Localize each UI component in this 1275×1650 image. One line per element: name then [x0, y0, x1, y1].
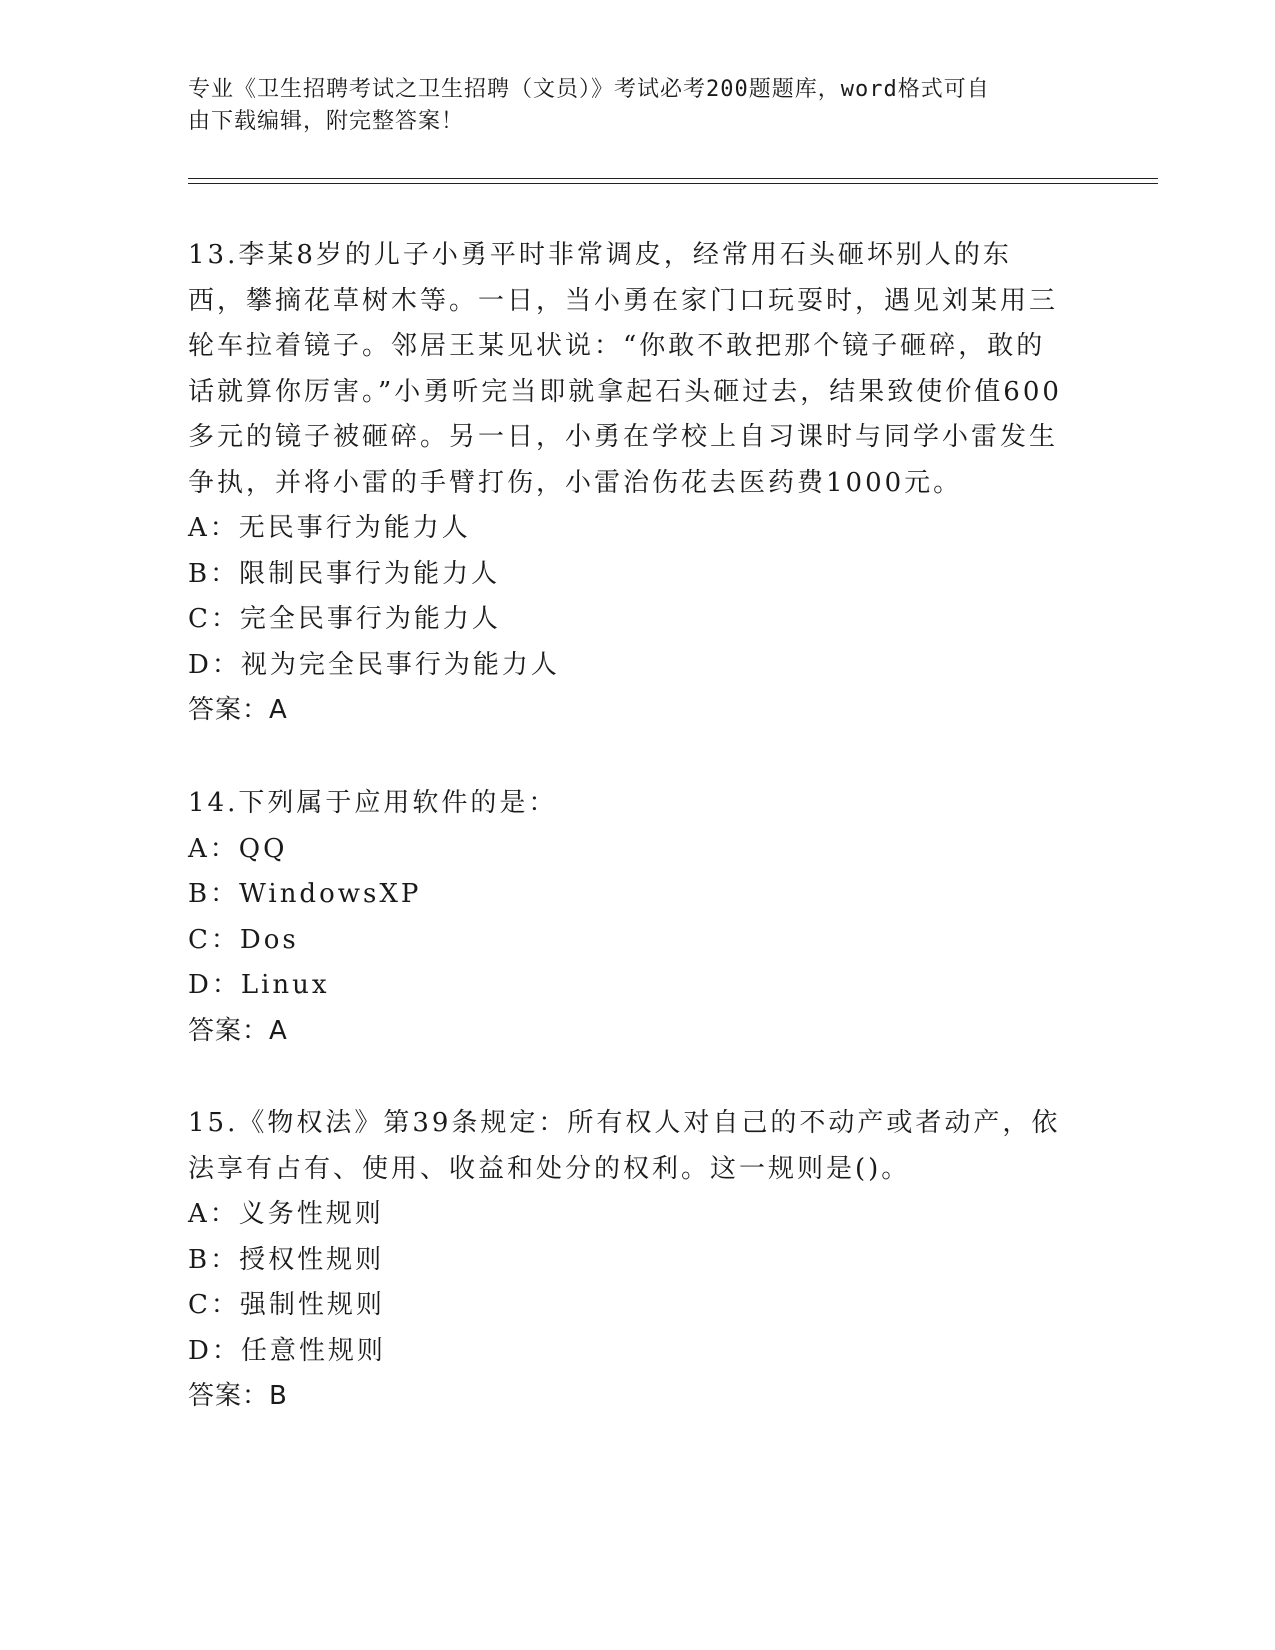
question-15 [188, 1101, 1068, 1420]
header-line-1: 专业《卫生招聘考试之卫生招聘（文员）》考试必考200题题库，word格式可自 [188, 77, 990, 102]
option-d: D：视为完全民事行为能力人 [188, 649, 560, 680]
question-stem: 13.李某8岁的儿子小勇平时非常调皮，经常用石头砸坏别人的东西，攀摘花草树木等。一日，当小勇在家门口玩耍时，遇见刘某用三轮车拉着镜子。邻居王某见状说：“你敢不敢把那个镜子砸碎，敢的话就算你厉害。”小勇听完当即就拿起石头砸过去，结果致使价值600多元的镜子被砸碎。另一日，小勇在学校上自习课时与同学小雷发生争执，并将小雷的手臂打伤，小雷治伤花去医药费1000元。 [188, 240, 1062, 498]
option-b: B：WindowsXP [188, 879, 422, 909]
option-d: D：Linux [188, 970, 330, 1000]
header-line-2: 由下载编辑，附完整答案！ [188, 109, 465, 134]
question-stem: 14.下列属于应用软件的是： [188, 788, 558, 818]
option-c: C：强制性规则 [188, 1290, 385, 1320]
answer: 答案：A [188, 1015, 288, 1046]
question-13 [188, 233, 1068, 734]
header-divider-top [188, 178, 1158, 179]
option-c: C：Dos [188, 924, 299, 955]
option-d: D：任意性规则 [188, 1335, 386, 1366]
answer: 答案：A [188, 695, 288, 725]
option-a: A：QQ [188, 833, 288, 864]
option-a: A：义务性规则 [188, 1199, 384, 1229]
header-divider-bottom [188, 183, 1158, 184]
answer: 答案：B [188, 1381, 288, 1411]
document-header [188, 74, 1068, 138]
option-a: A：无民事行为能力人 [188, 513, 471, 543]
question-stem: 15.《物权法》第39条规定：所有权人对自己的不动产或者动产，依法享有占有、使用、收益和处分的权利。这一规则是()。 [188, 1108, 1061, 1184]
option-c: C：完全民事行为能力人 [188, 604, 501, 634]
question-14 [188, 781, 1068, 1054]
option-b: B：授权性规则 [188, 1244, 385, 1275]
option-b: B：限制民事行为能力人 [188, 558, 501, 589]
